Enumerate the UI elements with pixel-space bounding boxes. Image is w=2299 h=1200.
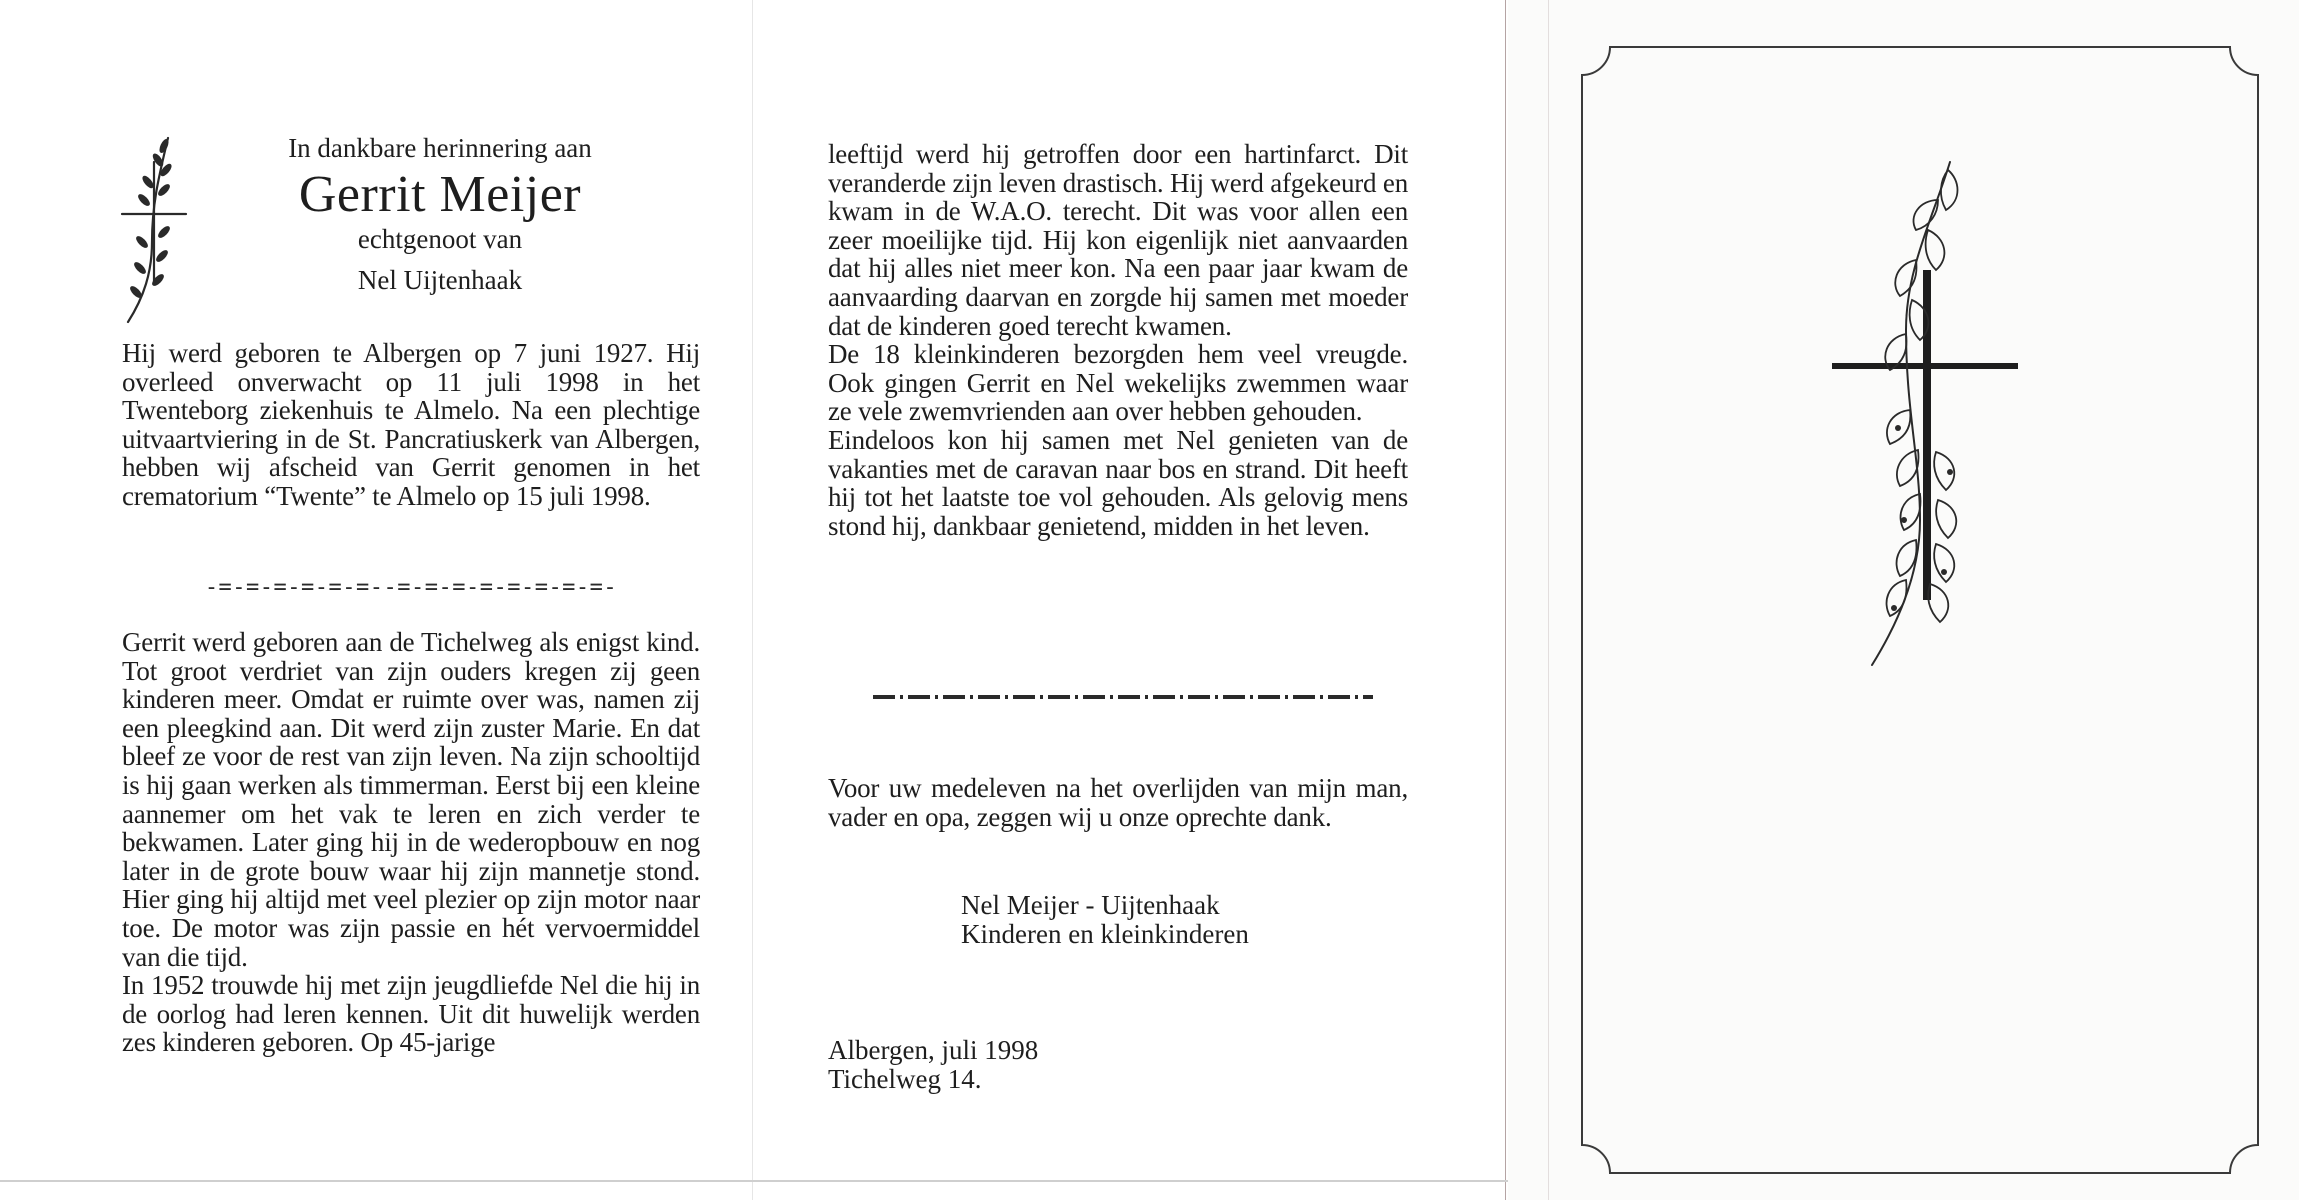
paragraph-continued-part-3: Eindeloos kon hij samen met Nel genieten van de vakanties met de caravan naar bos en strand. Dit heeft hij tot het laatste toe vol gehouden. Als gelovig mens stond hij, dankbaar genietend, midden in het leven.: [828, 424, 1408, 541]
paragraph-life-story-part-1: Gerrit werd geboren aan de Tichelweg als enigst kind. Tot groot verdriet van zijn ouders kregen zij geen kinderen meer. Omdat er ruimte over was, namen zij een pleegkind aan. Dit werd zijn zuster Marie. En dat bleef ze voor de rest van zijn leven. Na zijn schooltijd is hij gaan werken als timmerman. Eerst bij een kleine aannemer om het vak te leren en zich verder te bekwamen. Later ging hij in de wederopbouw en nog later in de grote bouw waar hij zijn mannetje stond. Hier ging hij altijd met veel plezier op zijn motor naar toe. De motor was zijn passie en hét vervoermiddel van die tijd.: [122, 627, 700, 972]
cross-with-palm-branch-icon: [108, 132, 198, 328]
signature-block: [961, 891, 1401, 949]
deceased-name: Gerrit Meijer: [298, 166, 582, 223]
paragraph-life-story-part-2: In 1952 trouwde hij met zijn jeugdliefde Nel die hij in de oorlog had leren kennen. Uit dit huwelijk werden zes kinderen geboren. Op 45-jarige: [122, 970, 700, 1058]
fold-line: [752, 0, 753, 1200]
text-divider: -=-=-=-=-=-=--=-=-=-=-=-=-=-=-: [204, 575, 618, 600]
heading-intro: In dankbare herinnering aan: [288, 133, 592, 163]
paragraph-life-story: [122, 628, 700, 1057]
signature-line-2: Kinderen en kleinkinderen: [961, 919, 1249, 949]
heading-relation: echtgenoot van: [357, 224, 523, 254]
paragraph-thanks: Voor uw medeleven na het overlijden van mijn man, vader en opa, zeggen wij u onze oprechte dank.: [828, 773, 1408, 832]
paragraph-continued-part-1: leeftijd werd hij getroffen door een hartinfarct. Dit veranderde zijn leven drastisch. Hij werd afgekeurd en kwam in de W.A.O. terecht. Dit was voor allen een zeer moeilijke tijd. Hij kon eigenlijk niet aanvaarden dat hij alles niet meer kon. Na een paar jaar kwam de aanvaarding daarvan en zorgde hij samen met moeder dat de kinderen goed terecht kwamen.: [828, 139, 1408, 341]
cross-with-palm-branch-icon: [1820, 160, 2030, 670]
address-line-1: Albergen, juli 1998: [828, 1035, 1039, 1065]
fold-line: [1505, 0, 1506, 1200]
address-line-2: Tichelweg 14.: [828, 1064, 982, 1094]
page-bottom-edge: [0, 1180, 1508, 1182]
card-page-left: [0, 0, 754, 1200]
paragraph-birth-and-death: Hij werd geboren te Albergen op 7 juni 1927. Hij overleed onverwacht op 11 juli 1998 in het Twenteborg ziekenhuis te Almelo. Na een plechtige uitvaartviering in de St. Pancratiuskerk van Albergen, hebben wij afscheid van Gerrit genomen in het crematorium “Twente” te Almelo op 15 juli 1998.: [122, 338, 700, 511]
fold-line: [1548, 0, 1549, 1200]
signature-line-1: Nel Meijer - Uijtenhaak: [961, 890, 1220, 920]
spouse-name: Nel Uijtenhaak: [357, 265, 523, 295]
dash-dot-divider: [873, 695, 1373, 699]
paragraph-life-story-continued: [828, 140, 1408, 540]
paragraph-continued-part-2: De 18 kleinkinderen bezorgden hem veel vreugde. Ook gingen Gerrit en Nel wekelijks zwemmen waar ze vele zwemvrienden aan over hebben gehouden.: [828, 339, 1408, 427]
address-block: [828, 1036, 1268, 1094]
